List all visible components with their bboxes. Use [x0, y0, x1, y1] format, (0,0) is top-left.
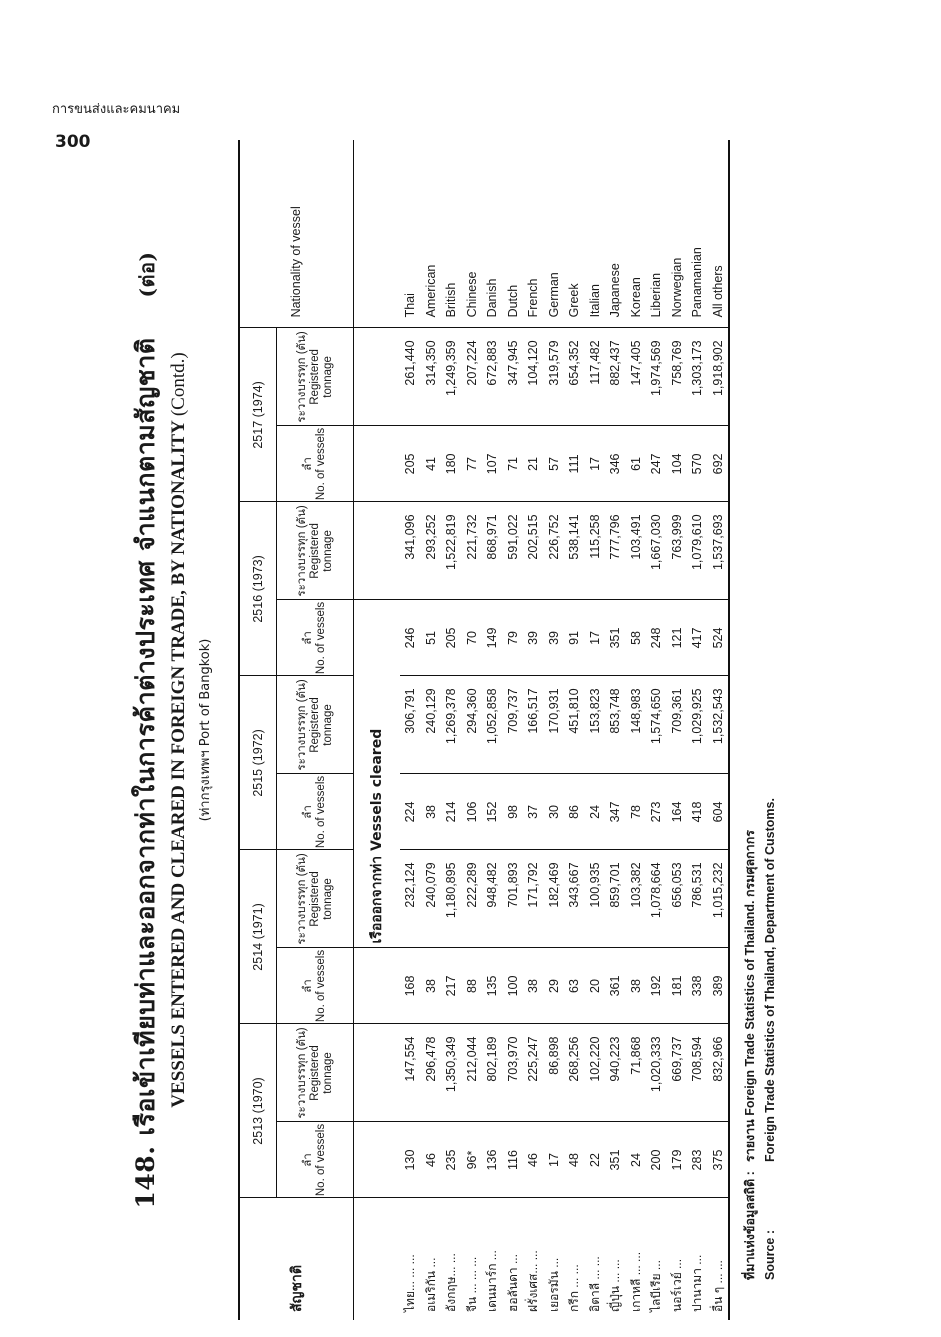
- vessels-1972-cell: 604: [708, 774, 730, 850]
- tonnage-1972-cell: 240,129: [421, 676, 442, 774]
- page-number: 300: [55, 132, 91, 152]
- vessels-1970-cell: 24: [626, 1122, 647, 1198]
- table-number: 148.: [131, 1145, 160, 1209]
- tonnage-1970-cell: 832,966: [708, 1024, 730, 1122]
- tonnage-header: [277, 328, 354, 426]
- nationality-english-cell: American: [421, 140, 442, 328]
- nationality-thai-cell: นอร์เวย์ ...: [669, 1258, 684, 1312]
- tonnage-1971-cell: 240,079: [421, 850, 442, 948]
- tonnage-1973-cell: 103,491: [626, 502, 647, 600]
- source-thai-label: ที่มาแห่งข้อมูลสถิติ :: [743, 1171, 757, 1280]
- nationality-thai-cell: กรีก ... ...: [567, 1264, 581, 1312]
- tonnage-header: [277, 1024, 354, 1122]
- nationality-english-cell: Panamanian: [687, 140, 708, 328]
- vessels-1973-cell: 70: [462, 600, 483, 676]
- tonnage-1973-cell: 293,252: [421, 502, 442, 600]
- vessels-1974-cell: 71: [503, 426, 524, 502]
- vessels-1972-cell: 152: [482, 774, 503, 850]
- tonnage-1970-cell: 1,020,333: [646, 1024, 667, 1122]
- nationality-english-cell: Greek: [564, 140, 585, 328]
- title-thai-contd: (ต่อ): [135, 251, 159, 298]
- vessels-1974-cell: 41: [421, 426, 442, 502]
- vessels-1970-cell: 375: [708, 1122, 730, 1198]
- vessels-header-thai: ลำ: [302, 631, 314, 645]
- table-title-block: [126, 140, 215, 1320]
- tonnage-1970-cell: 268,256: [564, 1024, 585, 1122]
- tonnage-1972-cell: 853,748: [605, 676, 626, 774]
- tonnage-1971-cell: 232,124: [400, 850, 421, 948]
- tonnage-header-thai: ระวางบรรทุก (ตัน): [295, 331, 308, 423]
- vessels-1972-cell: 273: [646, 774, 667, 850]
- nationality-english-cell: Italian: [585, 140, 606, 328]
- vessels-header-thai: ลำ: [302, 805, 314, 819]
- tonnage-1974-cell: 104,120: [523, 328, 544, 426]
- tonnage-1972-cell: 1,532,543: [708, 676, 730, 774]
- table-row: [421, 140, 442, 1320]
- tonnage-1970-cell: 703,970: [503, 1024, 524, 1122]
- table-row: [523, 140, 544, 1320]
- tonnage-1974-cell: 261,440: [400, 328, 421, 426]
- vessels-1974-cell: 21: [523, 426, 544, 502]
- tonnage-1971-cell: 1,015,232: [708, 850, 730, 948]
- vessels-header-en: No. of vessels: [315, 775, 327, 849]
- nationality-thai-cell: ไทย... ... ...: [403, 1254, 417, 1312]
- table-row: [708, 140, 730, 1320]
- tonnage-1974-cell: 1,918,902: [708, 328, 730, 426]
- vessels-1970-cell: 22: [585, 1122, 606, 1198]
- vessels-1974-cell: 104: [667, 426, 688, 502]
- vessels-1974-cell: 692: [708, 426, 730, 502]
- vessels-header-thai: ลำ: [302, 1153, 314, 1167]
- spacer-cell: [354, 426, 401, 502]
- vessels-header-en: No. of vessels: [315, 427, 327, 501]
- vessels-1973-cell: 17: [585, 600, 606, 676]
- spacer-cell: [354, 502, 401, 600]
- vessels-1970-cell: 130: [400, 1122, 421, 1198]
- tonnage-1970-cell: 86,898: [544, 1024, 565, 1122]
- tonnage-1973-cell: 221,732: [462, 502, 483, 600]
- nationality-english-cell: Japanese: [605, 140, 626, 328]
- vessels-1971-cell: 29: [544, 948, 565, 1024]
- vessels-1971-cell: 88: [462, 948, 483, 1024]
- tonnage-1973-cell: 202,515: [523, 502, 544, 600]
- vessels-1974-cell: 17: [585, 426, 606, 502]
- nationality-thai-cell: จีน ... ... ...: [464, 1256, 479, 1312]
- nationality-thai-cell: ฝรั่งเศส... ...: [526, 1250, 540, 1312]
- tonnage-1971-cell: 786,531: [687, 850, 708, 948]
- vessels-1972-cell: 78: [626, 774, 647, 850]
- tonnage-1970-cell: 708,594: [687, 1024, 708, 1122]
- vessels-1973-cell: 205: [441, 600, 462, 676]
- tonnage-1974-cell: 1,249,359: [441, 328, 462, 426]
- tonnage-1971-cell: 656,053: [667, 850, 688, 948]
- tonnage-header: [277, 676, 354, 774]
- tonnage-1971-cell: 103,382: [626, 850, 647, 948]
- vessels-1970-cell: 351: [605, 1122, 626, 1198]
- source-thai-line: [740, 798, 760, 1280]
- vessels-1970-cell: 136: [482, 1122, 503, 1198]
- vessels-header-thai: ลำ: [302, 979, 314, 993]
- vessels-1971-cell: 217: [441, 948, 462, 1024]
- tonnage-1974-cell: 672,883: [482, 328, 503, 426]
- nationality-thai-cell: อังกฤษ... ...: [444, 1253, 458, 1312]
- tonnage-1971-cell: 171,792: [523, 850, 544, 948]
- vessels-header-thai: ลำ: [302, 457, 314, 471]
- vessels-1973-cell: 58: [626, 600, 647, 676]
- vessels-1971-cell: 20: [585, 948, 606, 1024]
- vessels-1973-cell: 91: [564, 600, 585, 676]
- vessels-1972-cell: 86: [564, 774, 585, 850]
- table-row: [626, 140, 647, 1320]
- table-row: [400, 140, 421, 1320]
- spacer-cell: [354, 1122, 401, 1198]
- tonnage-header-en: Registered tonnage: [308, 349, 334, 405]
- year-header-1973: 2516 (1973): [239, 502, 277, 676]
- tonnage-1972-cell: 709,737: [503, 676, 524, 774]
- nationality-english-cell: French: [523, 140, 544, 328]
- vessels-1974-cell: 180: [441, 426, 462, 502]
- vessels-1972-cell: 30: [544, 774, 565, 850]
- tonnage-1973-cell: 591,022: [503, 502, 524, 600]
- table-row: [462, 140, 483, 1320]
- vessels-1970-cell: 283: [687, 1122, 708, 1198]
- tonnage-1974-cell: 319,579: [544, 328, 565, 426]
- vessels-1970-cell: 179: [667, 1122, 688, 1198]
- tonnage-header-thai: ระวางบรรทุก (ตัน): [295, 679, 308, 771]
- tonnage-1973-cell: 1,537,693: [708, 502, 730, 600]
- nationality-thai-header: สัญชาติ: [239, 1198, 354, 1320]
- vessels-1970-cell: 116: [503, 1122, 524, 1198]
- table-row: [646, 140, 667, 1320]
- vessels-1974-cell: 57: [544, 426, 565, 502]
- tonnage-1972-cell: 1,029,925: [687, 676, 708, 774]
- tonnage-1971-cell: 701,893: [503, 850, 524, 948]
- nationality-thai-cell: อิตาลี ... ...: [587, 1256, 602, 1312]
- nationality-english-cell: Norwegian: [667, 140, 688, 328]
- tonnage-1973-cell: 777,796: [605, 502, 626, 600]
- section-label: เรือออกจากท่า Vessels cleared: [354, 600, 401, 948]
- table-row: [503, 140, 524, 1320]
- vessels-1974-cell: 107: [482, 426, 503, 502]
- vessels-1972-cell: 24: [585, 774, 606, 850]
- vessels-header: [277, 426, 354, 502]
- nationality-english-cell: Chinese: [462, 140, 483, 328]
- year-header-1971: 2514 (1971): [239, 850, 277, 1024]
- tonnage-1974-cell: 117,482: [585, 328, 606, 426]
- nationality-english-header: Nationality of vessel: [239, 140, 354, 328]
- vessels-table: [238, 140, 730, 1320]
- tonnage-1972-cell: 306,791: [400, 676, 421, 774]
- vessels-header-en: No. of vessels: [315, 601, 327, 675]
- tonnage-1970-cell: 225,247: [523, 1024, 544, 1122]
- vessels-1971-cell: 168: [400, 948, 421, 1024]
- tonnage-1974-cell: 314,350: [421, 328, 442, 426]
- tonnage-header-thai: ระวางบรรทุก (ตัน): [295, 505, 308, 597]
- tonnage-1971-cell: 100,935: [585, 850, 606, 948]
- vessels-1973-cell: 149: [482, 600, 503, 676]
- tonnage-1973-cell: 226,752: [544, 502, 565, 600]
- vessels-1973-cell: 417: [687, 600, 708, 676]
- nationality-thai-cell: ฮอลันดา ...: [505, 1254, 520, 1312]
- vessels-1974-cell: 570: [687, 426, 708, 502]
- table-row: [564, 140, 585, 1320]
- table-row: [687, 140, 708, 1320]
- spacer-cell: [354, 1198, 401, 1320]
- spacer-cell: [354, 1024, 401, 1122]
- tonnage-1973-cell: 763,999: [667, 502, 688, 600]
- title-en-contd: (Contd.): [168, 352, 189, 417]
- table-row: [667, 140, 688, 1320]
- vessels-1973-cell: 39: [544, 600, 565, 676]
- vessels-1971-cell: 135: [482, 948, 503, 1024]
- vessels-header: [277, 948, 354, 1024]
- tonnage-header-thai: ระวางบรรทุก (ตัน): [295, 1027, 308, 1119]
- table-subtitle: (ท่ากรุงเทพฯ Port of Bangkok): [198, 638, 213, 822]
- tonnage-1973-cell: 1,079,610: [687, 502, 708, 600]
- table-row: [441, 140, 462, 1320]
- tonnage-1974-cell: 207,224: [462, 328, 483, 426]
- section-label-row: [354, 140, 401, 1320]
- tonnage-header-thai: ระวางบรรทุก (ตัน): [295, 853, 308, 945]
- tonnage-1974-cell: 758,769: [667, 328, 688, 426]
- vessels-1971-cell: 38: [421, 948, 442, 1024]
- tonnage-1970-cell: 669,737: [667, 1024, 688, 1122]
- tonnage-1974-cell: 347,945: [503, 328, 524, 426]
- tonnage-1973-cell: 538,141: [564, 502, 585, 600]
- tonnage-1972-cell: 709,361: [667, 676, 688, 774]
- vessels-header: [277, 600, 354, 676]
- vessels-1971-cell: 361: [605, 948, 626, 1024]
- vessels-1974-cell: 247: [646, 426, 667, 502]
- tonnage-1970-cell: 212,044: [462, 1024, 483, 1122]
- vessels-header-en: No. of vessels: [315, 949, 327, 1023]
- tonnage-1973-cell: 115,258: [585, 502, 606, 600]
- tonnage-1970-cell: 802,189: [482, 1024, 503, 1122]
- nationality-thai-cell: ไลบีเรีย ...: [649, 1260, 663, 1312]
- tonnage-1973-cell: 341,096: [400, 502, 421, 600]
- source-en-label: Source :: [763, 1229, 777, 1280]
- source-en-line: [760, 798, 780, 1280]
- nationality-english-cell: Danish: [482, 140, 503, 328]
- vessels-1973-cell: 39: [523, 600, 544, 676]
- vessels-1974-cell: 61: [626, 426, 647, 502]
- vessels-1973-cell: 246: [400, 600, 421, 676]
- tonnage-1971-cell: 1,180,895: [441, 850, 462, 948]
- vessels-header: [277, 774, 354, 850]
- tonnage-1971-cell: 343,667: [564, 850, 585, 948]
- tonnage-1970-cell: 1,350,349: [441, 1024, 462, 1122]
- vessels-1972-cell: 418: [687, 774, 708, 850]
- rotated-table-page: [120, 140, 820, 1320]
- tonnage-header: [277, 502, 354, 600]
- tonnage-1972-cell: 148,983: [626, 676, 647, 774]
- vessels-1971-cell: 100: [503, 948, 524, 1024]
- nationality-english-cell: Dutch: [503, 140, 524, 328]
- vessels-1971-cell: 389: [708, 948, 730, 1024]
- tonnage-header-en: Registered tonnage: [308, 523, 334, 579]
- vessels-1970-cell: 46: [523, 1122, 544, 1198]
- tonnage-1973-cell: 1,667,030: [646, 502, 667, 600]
- nationality-thai-cell: เดนมาร์ก ...: [485, 1250, 499, 1312]
- tonnage-1971-cell: 859,701: [605, 850, 626, 948]
- title-en-text: VESSELS ENTERED AND CLEARED IN FOREIGN TRADE, BY NATIONALITY: [168, 420, 189, 1108]
- vessels-1971-cell: 38: [626, 948, 647, 1024]
- tonnage-1972-cell: 166,517: [523, 676, 544, 774]
- nationality-thai-cell: ปานามา ...: [690, 1254, 704, 1312]
- tonnage-1970-cell: 296,478: [421, 1024, 442, 1122]
- vessels-1972-cell: 37: [523, 774, 544, 850]
- tonnage-1970-cell: 102,220: [585, 1024, 606, 1122]
- table-row: [605, 140, 626, 1320]
- tonnage-1972-cell: 1,269,378: [441, 676, 462, 774]
- vessels-1972-cell: 224: [400, 774, 421, 850]
- vessels-1973-cell: 524: [708, 600, 730, 676]
- nationality-english-cell: British: [441, 140, 462, 328]
- title-thai-text: เรือเข้าเทียบท่าและออกจากท่าในการค้าต่างประเทศ จำแนกตามสัญชาติ: [131, 337, 160, 1136]
- vessels-1972-cell: 164: [667, 774, 688, 850]
- vessels-1970-cell: 48: [564, 1122, 585, 1198]
- tonnage-1972-cell: 451,810: [564, 676, 585, 774]
- vessels-1971-cell: 181: [667, 948, 688, 1024]
- nationality-english-cell: Korean: [626, 140, 647, 328]
- vessels-1970-cell: 46: [421, 1122, 442, 1198]
- tonnage-1972-cell: 1,574,650: [646, 676, 667, 774]
- table-title-thai: [126, 140, 166, 1320]
- tonnage-header-en: Registered tonnage: [308, 697, 334, 753]
- vessels-header: [277, 1122, 354, 1198]
- source-notes: [740, 798, 780, 1280]
- vessels-1974-cell: 77: [462, 426, 483, 502]
- vessels-1974-cell: 205: [400, 426, 421, 502]
- tonnage-1971-cell: 182,469: [544, 850, 565, 948]
- nationality-thai-cell: อเมริกัน ...: [423, 1257, 438, 1312]
- tonnage-header-en: Registered tonnage: [308, 871, 334, 927]
- vessels-1971-cell: 63: [564, 948, 585, 1024]
- vessels-1974-cell: 111: [564, 426, 585, 502]
- tonnage-1970-cell: 940,223: [605, 1024, 626, 1122]
- nationality-english-cell: Liberian: [646, 140, 667, 328]
- vessels-1973-cell: 351: [605, 600, 626, 676]
- tonnage-1973-cell: 1,522,819: [441, 502, 462, 600]
- running-head: การขนส่งและคมนาคม: [52, 102, 181, 117]
- tonnage-1971-cell: 1,078,664: [646, 850, 667, 948]
- table-row: [544, 140, 565, 1320]
- tonnage-1974-cell: 1,974,569: [646, 328, 667, 426]
- vessels-1971-cell: 192: [646, 948, 667, 1024]
- vessels-1972-cell: 98: [503, 774, 524, 850]
- table-row: [585, 140, 606, 1320]
- tonnage-header: [277, 850, 354, 948]
- year-header-1974: 2517 (1974): [239, 328, 277, 502]
- tonnage-1970-cell: 147,554: [400, 1024, 421, 1122]
- spacer-cell: [354, 328, 401, 426]
- vessels-1972-cell: 347: [605, 774, 626, 850]
- nationality-english-cell: All others: [708, 140, 730, 328]
- tonnage-1972-cell: 1,052,858: [482, 676, 503, 774]
- vessels-1972-cell: 38: [421, 774, 442, 850]
- tonnage-1971-cell: 948,482: [482, 850, 503, 948]
- tonnage-1972-cell: 153,823: [585, 676, 606, 774]
- tonnage-1974-cell: 147,405: [626, 328, 647, 426]
- spacer-cell: [354, 140, 401, 328]
- spacer-cell: [354, 948, 401, 1024]
- vessels-1971-cell: 338: [687, 948, 708, 1024]
- year-header-row: [239, 140, 277, 1320]
- vessels-1970-cell: 200: [646, 1122, 667, 1198]
- vessels-1972-cell: 214: [441, 774, 462, 850]
- vessels-1974-cell: 346: [605, 426, 626, 502]
- nationality-thai-cell: เยอรมัน ...: [546, 1257, 561, 1312]
- year-header-1970: 2513 (1970): [239, 1024, 277, 1198]
- vessels-1971-cell: 38: [523, 948, 544, 1024]
- tonnage-1974-cell: 654,352: [564, 328, 585, 426]
- vessels-1970-cell: 96*: [462, 1122, 483, 1198]
- year-header-1972: 2515 (1972): [239, 676, 277, 850]
- vessels-1970-cell: 17: [544, 1122, 565, 1198]
- vessels-1972-cell: 106: [462, 774, 483, 850]
- tonnage-header-en: Registered tonnage: [308, 1045, 334, 1101]
- vessels-header-en: No. of vessels: [315, 1123, 327, 1197]
- vessels-1973-cell: 248: [646, 600, 667, 676]
- table-row: [482, 140, 503, 1320]
- nationality-thai-cell: เกาหลี ... ...: [628, 1251, 643, 1312]
- nationality-thai-cell: ญี่ปุ่น ... ...: [608, 1259, 622, 1312]
- vessels-1973-cell: 121: [667, 600, 688, 676]
- source-thai-text: รายงาน Foreign Trade Statistics of Thailand. กรมศุลกากร: [743, 830, 757, 1162]
- tonnage-1974-cell: 882,437: [605, 328, 626, 426]
- table-title-english: [168, 140, 190, 1320]
- nationality-thai-cell: อื่น ๆ ... ...: [708, 1198, 730, 1320]
- nationality-english-cell: Thai: [400, 140, 421, 328]
- vessels-1970-cell: 235: [441, 1122, 462, 1198]
- source-en-text: Foreign Trade Statistics of Thailand, Department of Customs.: [763, 798, 777, 1162]
- tonnage-1974-cell: 1,303,173: [687, 328, 708, 426]
- vessels-1973-cell: 79: [503, 600, 524, 676]
- tonnage-1970-cell: 71,868: [626, 1024, 647, 1122]
- tonnage-1971-cell: 222,289: [462, 850, 483, 948]
- tonnage-1972-cell: 170,931: [544, 676, 565, 774]
- vessels-1973-cell: 51: [421, 600, 442, 676]
- tonnage-1972-cell: 294,360: [462, 676, 483, 774]
- tonnage-1973-cell: 868,971: [482, 502, 503, 600]
- nationality-english-cell: German: [544, 140, 565, 328]
